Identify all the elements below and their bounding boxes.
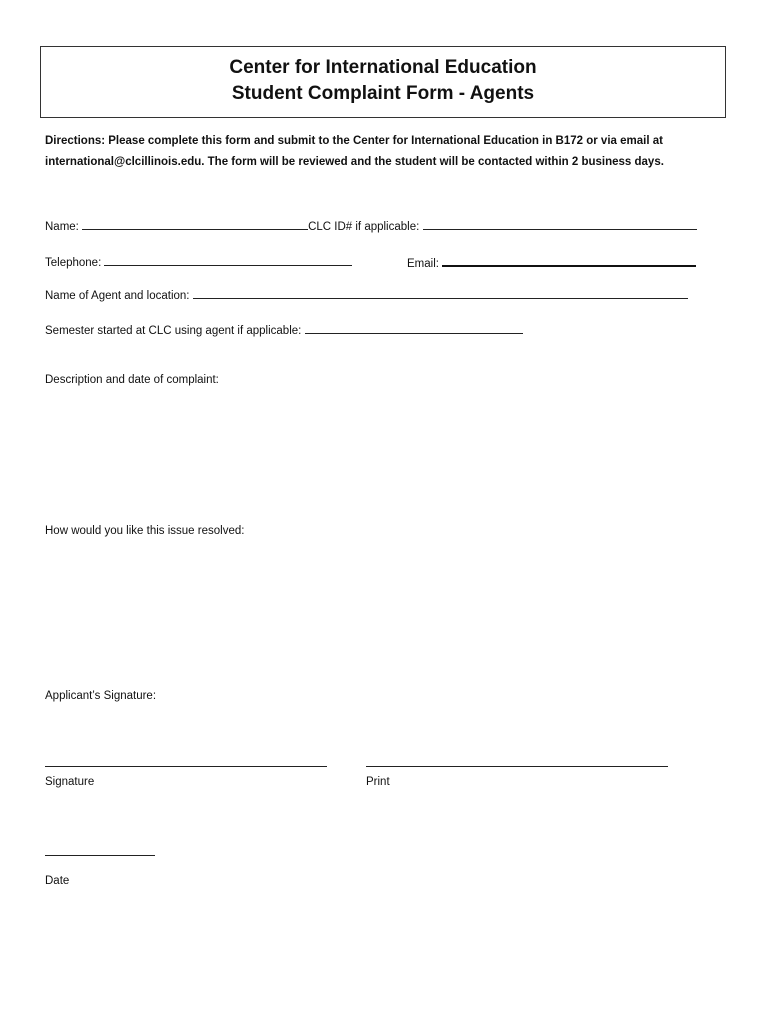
directions-line-1: Directions: Please complete this form and submit to the Center for International Education in B172 or via email at [45, 135, 663, 147]
date-caption: Date [45, 875, 70, 887]
directions-text [45, 131, 735, 173]
directions-line-2: international@clcillinois.edu. The form will be reviewed and the student will be contacted within 2 business days. [45, 156, 664, 168]
clc-id-label: CLC ID# if applicable: [308, 221, 420, 233]
resolution-label: How would you like this issue resolved: [45, 525, 245, 537]
email-row [407, 254, 696, 272]
description-label: Description and date of complaint: [45, 374, 219, 386]
form-title-box [40, 46, 726, 118]
form-title: Center for International Education [229, 57, 537, 78]
resolution-area[interactable] [45, 542, 725, 682]
signature-caption: Signature [45, 776, 95, 788]
semester-label: Semester started at CLC using agent if applicable: [45, 325, 302, 337]
semester-field[interactable] [305, 322, 523, 334]
telephone-row [45, 254, 352, 271]
form-subtitle: Student Complaint Form - Agents [231, 83, 535, 104]
signature-line[interactable] [45, 766, 327, 767]
agent-row [45, 287, 688, 304]
name-label: Name: [45, 221, 79, 233]
semester-row [45, 322, 523, 339]
name-row [45, 218, 697, 235]
agent-field[interactable] [193, 287, 688, 299]
description-area[interactable] [45, 390, 725, 520]
print-caption: Print [366, 776, 390, 788]
telephone-label: Telephone: [45, 257, 102, 269]
email-label: Email: [407, 258, 439, 270]
email-field[interactable] [442, 254, 696, 267]
applicant-signature-label: Applicant’s Signature: [45, 690, 157, 702]
telephone-field[interactable] [104, 254, 352, 266]
name-field[interactable] [82, 218, 308, 230]
clc-id-field[interactable] [423, 218, 697, 230]
print-line[interactable] [366, 766, 668, 767]
date-line[interactable] [45, 855, 155, 856]
agent-label: Name of Agent and location: [45, 290, 190, 302]
